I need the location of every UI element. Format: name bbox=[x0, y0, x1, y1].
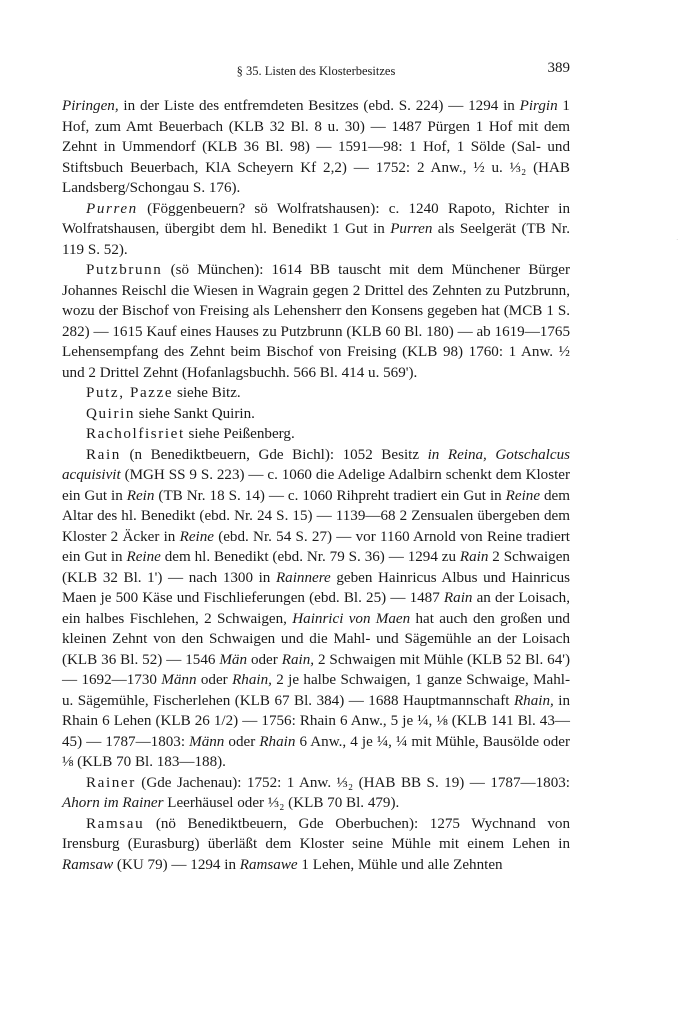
text-segment: oder bbox=[224, 733, 260, 750]
italic-segment: Männ bbox=[161, 672, 197, 688]
text-segment: Leerhäusel oder ⅓₂ (KLB 70 Bl. 479). bbox=[163, 795, 400, 811]
italic-segment: Rhain bbox=[259, 733, 296, 750]
text-segment: siehe Bitz. bbox=[173, 385, 241, 401]
entry-keyword: Rain bbox=[86, 446, 121, 463]
italic-segment: Pirgin bbox=[519, 98, 558, 114]
italic-segment: Rain bbox=[459, 549, 489, 565]
text-segment: an der Loisach, ein halbes Fischlehen, 2 Schwaigen, bbox=[62, 590, 570, 627]
text-segment: oder bbox=[196, 672, 233, 688]
text-segment: oder bbox=[247, 651, 282, 668]
entry-keyword: Ramsau bbox=[86, 815, 145, 832]
italic-segment: Piringen, bbox=[62, 98, 119, 114]
text-segment: 1 Lehen, Mühle und alle Zehnten bbox=[297, 856, 503, 873]
text-segment: (nö Benediktbeuern, Gde Oberbuchen): 1275 Wychnand von Irensburg (Eurasburg) überläßt dem Kloster seine Mühle mit einem Lehen in bbox=[62, 815, 570, 852]
italic-segment: Reine bbox=[505, 487, 541, 504]
entry-paragraph bbox=[62, 404, 570, 425]
text-segment: (ebd. Nr. 54 S. 27) — vor 1160 Arnold von Reine tradiert ein Gut in bbox=[62, 528, 570, 565]
italic-segment: Ramsaw bbox=[62, 856, 114, 873]
text-segment: als Seelgerät (TB Nr. 119 S. 52). bbox=[62, 221, 570, 258]
entry-paragraph bbox=[62, 260, 570, 383]
entry-paragraph bbox=[62, 96, 570, 199]
text-segment: hat auch den großen und kleinen Zehnt von den Schwaigen und die Mahl- und Sägemühle an der Loisach (KLB 36 Bl. 52) — 1546 bbox=[62, 610, 570, 668]
text-segment: (n Benediktbeuern, Gde Bichl): 1052 Besitz bbox=[120, 446, 428, 463]
entry-keyword: Racholfisriet bbox=[86, 426, 185, 442]
italic-segment: Reine bbox=[179, 528, 214, 545]
italic-segment: Rhain, bbox=[232, 672, 272, 688]
text-segment: (Föggenbeuern? sö Wolfratshausen): c. 1240 Rapoto, Richter in Wolfratshausen, übergibt dem hl. Benedikt 1 Gut in bbox=[62, 200, 570, 237]
italic-segment: Purren bbox=[390, 221, 433, 237]
entry-keyword: Putz, Pazze bbox=[86, 385, 174, 401]
page-number: 389 bbox=[547, 60, 570, 76]
text-segment: siehe Peißenberg. bbox=[184, 426, 295, 442]
entry-paragraph bbox=[62, 445, 570, 773]
text-segment: dem Altar des hl. Benedikt (ebd. Nr. 24 S. 15) — 1139—68 2 Zensualen übergeben dem Kloster 2 Äcker in bbox=[62, 487, 570, 545]
text-segment: 1 Hof, zum Amt Beuerbach (KLB 32 Bl. 8 u. 30) — 1487 Pürgen 1 Hof mit dem Zehnt in Ummendorf (KLB 36 Bl. 98) — 1591—98: 1 Hof, 1 Sölde (Sal- und Stiftsbuch Beuerbach, KlA Scheyern Kf 2,2) — 1752: 2 Anw., ½ u. ⅓₂ (HAB Landsberg/Schongau S. 176). bbox=[62, 98, 570, 196]
italic-segment: Rain, bbox=[281, 651, 315, 668]
italic-segment: Rainnere bbox=[275, 569, 331, 586]
text-segment: (TB Nr. 18 S. 14) — c. 1060 Rihpreht tradiert ein Gut in bbox=[154, 487, 506, 504]
entry-paragraph bbox=[62, 773, 570, 814]
text-segment: (MGH SS 9 S. 223) — c. 1060 die Adelige Adalbirn schenkt dem Kloster ein Gut in bbox=[62, 467, 570, 504]
entry-keyword: Quirin bbox=[86, 405, 136, 422]
italic-segment: Männ bbox=[189, 733, 225, 750]
entry-paragraph bbox=[62, 424, 570, 445]
text-segment: 6 Anw., 4 je ¼, ¼ mit Mühle, Bausölde oder ⅛ (KLB 70 Bl. 183—188). bbox=[62, 733, 570, 770]
entry-paragraph bbox=[62, 199, 570, 261]
entry-paragraph bbox=[62, 383, 570, 404]
entry-keyword: Putzbrunn bbox=[86, 262, 163, 278]
text-segment: geben Hainricus Albus und Hainricus Maen je 500 Käse und Fischlieferungen (ebd. Bl. 25) — 1487 bbox=[62, 569, 570, 606]
margin-mark: ˙ bbox=[676, 238, 679, 246]
text-segment: 2 Schwaigen (KLB 32 Bl. 1') — nach 1300 in bbox=[62, 549, 570, 586]
running-head bbox=[62, 60, 570, 82]
italic-segment: in Reina, Gotschalcus acquisivit bbox=[62, 446, 570, 483]
italic-segment: Rein bbox=[126, 487, 155, 504]
text-segment: in Rhain 6 Lehen (KLB 26 1/2) — 1756: Rhain 6 Anw., 5 je ¼, ⅛ (KLB 141 Bl. 43—45) — 1787—1803: bbox=[62, 692, 571, 750]
italic-segment: Ahorn im Rainer bbox=[62, 795, 164, 811]
text-segment: dem hl. Benedikt (ebd. Nr. 79 S. 36) — 1294 zu bbox=[160, 549, 460, 565]
text-segment: (KU 79) — 1294 in bbox=[113, 856, 240, 873]
italic-segment: Hainrici von Maen bbox=[292, 610, 411, 627]
text-segment: siehe Sankt Quirin. bbox=[135, 405, 255, 422]
italic-segment: Reine bbox=[126, 549, 161, 565]
text-segment: (sö München): 1614 BB tauscht mit dem Münchener Bürger Johannes Reischl die Wiesen in Wagrain gegen 2 Drittel des Zehnten zu Putzbrunn, wozu der Bischof von Freising als Lehensherr den Konsens gegeben hat (MCB 1 S. 282) — 1615 Kauf eines Hauses zu Putzbrunn (KLB 60 Bl. 180) — ab 1619—1765 Lehensempfang des Zehnt beim Bischof von Freising (KLB 98) 1760: 1 Anw. ½ und 2 Drittel Zehnt (Hofanlagsbuchh. 566 Bl. 414 u. 569'). bbox=[62, 262, 570, 381]
body-text bbox=[62, 96, 570, 875]
text-segment: (Gde Jachenau): 1752: 1 Anw. ⅓₂ (HAB BB S. 19) — 1787—1803: bbox=[135, 774, 570, 791]
entry-keyword: Purren bbox=[86, 200, 138, 217]
entry-paragraph bbox=[62, 814, 570, 876]
text-segment: 2 Schwaigen mit Mühle (KLB 52 Bl. 64') — 1692—1730 bbox=[62, 651, 570, 688]
text-segment: in der Liste des entfremdeten Besitzes (ebd. S. 224) — 1294 in bbox=[118, 98, 520, 114]
italic-segment: Män bbox=[219, 651, 248, 668]
running-title: § 35. Listen des Klosterbesitzes bbox=[236, 64, 396, 78]
italic-segment: Rhain, bbox=[513, 692, 554, 709]
entry-keyword: Rainer bbox=[86, 774, 136, 791]
italic-segment: Rain bbox=[443, 590, 473, 606]
text-segment: 2 je halbe Schwaigen, 1 ganze Schwaige, Mahl- u. Sägemühle, Fischerlehen (KLB 67 Bl. 384) — 1688 Hauptmannschaft bbox=[62, 672, 570, 709]
italic-segment: Ramsawe bbox=[239, 856, 298, 873]
